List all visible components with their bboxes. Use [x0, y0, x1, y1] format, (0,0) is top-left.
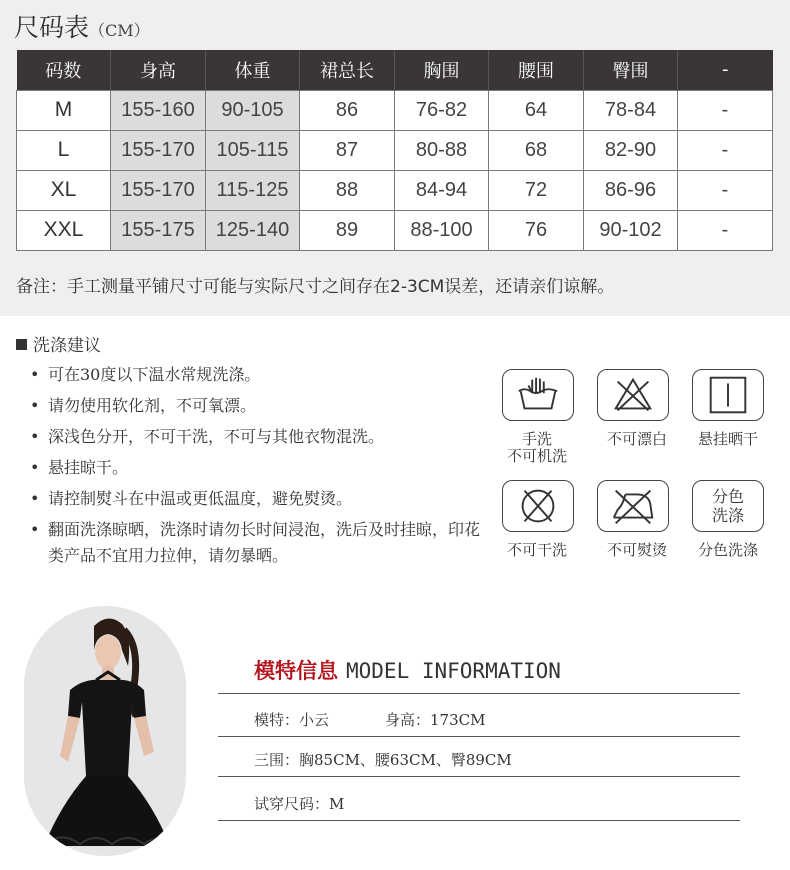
header-weight: 体重 — [206, 50, 300, 90]
cell-blank: - — [678, 90, 773, 130]
header-size: 码数 — [17, 50, 111, 90]
table-row — [17, 170, 773, 210]
cell-height: 155-160 — [111, 90, 206, 130]
hand-wash-label-line2: 不可机洗 — [506, 447, 567, 465]
cell-hip: 82-90 — [584, 130, 678, 170]
size-chart-unit: （CM） — [89, 21, 150, 40]
table-row — [17, 90, 773, 130]
cell-weight: 115-125 — [206, 170, 300, 210]
model-photo — [24, 606, 186, 856]
cell-blank: - — [678, 130, 773, 170]
square-bullet-icon — [16, 339, 27, 350]
divider — [218, 820, 740, 821]
model-name-height-row — [254, 709, 485, 730]
list-item: • 悬挂晾干。 — [30, 455, 480, 481]
cell-waist: 64 — [489, 90, 584, 130]
cell-weight: 125-140 — [206, 210, 300, 250]
cell-bust: 80-88 — [395, 130, 489, 170]
model-silhouette-image — [24, 606, 186, 856]
model-measurements: 三围：胸85CM、腰63CM、臀89CM — [254, 751, 512, 769]
header-hip: 臀围 — [584, 50, 678, 90]
model-info-title-cn: 模特信息 — [254, 659, 338, 683]
header-bust: 胸围 — [395, 50, 489, 90]
divider — [218, 736, 740, 737]
cell-height: 155-170 — [111, 170, 206, 210]
size-chart-note: 备注：手工测量平铺尺寸可能与实际尺寸之间存在2-3CM误差，还请亲们谅解。 — [16, 277, 615, 297]
hand-wash-label — [482, 431, 592, 465]
list-item: • 请勿使用软化剂，不可氧漂。 — [30, 393, 480, 419]
cell-bust: 88-100 — [395, 210, 489, 250]
model-info-title-en: MODEL INFORMATION — [346, 659, 561, 683]
washing-heading — [16, 331, 101, 356]
cell-dress-length: 88 — [300, 170, 395, 210]
size-chart-section — [0, 0, 790, 316]
model-trial-size: 试穿尺码：M — [254, 795, 345, 813]
header-height: 身高 — [111, 50, 206, 90]
header-dress-length: 裙总长 — [300, 50, 395, 90]
no-bleach-label: 不可漂白 — [606, 430, 667, 448]
cell-hip: 90-102 — [584, 210, 678, 250]
cell-bust: 76-82 — [395, 90, 489, 130]
cell-height: 155-175 — [111, 210, 206, 250]
divider — [218, 776, 740, 777]
model-name: 模特：小云 — [254, 711, 330, 729]
list-item: • 翻面洗涤晾晒，洗涤时请勿长时间浸泡，洗后及时挂晾，印花类产品不宜用力拉伸，请勿暴晒。 — [30, 517, 480, 569]
divider — [218, 693, 740, 694]
list-item: • 深浅色分开，不可干洗，不可与其他衣物混洗。 — [30, 424, 480, 450]
separate-wash-icon-text-2: 洗涤 — [711, 506, 744, 525]
hand-wash-label-line1: 手洗 — [521, 430, 552, 448]
hang-dry-icon — [692, 369, 764, 421]
header-blank: - — [678, 50, 773, 90]
cell-hip: 86-96 — [584, 170, 678, 210]
cell-dress-length: 86 — [300, 90, 395, 130]
cell-size: XL — [17, 170, 111, 210]
cell-size: L — [17, 130, 111, 170]
cell-weight: 105-115 — [206, 130, 300, 170]
cell-weight: 90-105 — [206, 90, 300, 130]
cell-bust: 84-94 — [395, 170, 489, 210]
washing-list — [30, 362, 480, 574]
no-bleach-icon — [597, 369, 669, 421]
cell-dress-length: 87 — [300, 130, 395, 170]
model-info-title — [254, 655, 561, 685]
cell-size: XXL — [17, 210, 111, 250]
no-dry-clean-icon — [502, 480, 574, 532]
cell-size: M — [17, 90, 111, 130]
hand-wash-icon — [502, 369, 574, 421]
cell-height: 155-170 — [111, 130, 206, 170]
cell-hip: 78-84 — [584, 90, 678, 130]
washing-heading-text: 洗涤建议 — [33, 336, 101, 356]
size-table-header-row — [17, 50, 773, 90]
header-waist: 腰围 — [489, 50, 584, 90]
separate-wash-icon — [692, 480, 764, 532]
separate-wash-icon-text-1: 分色 — [711, 487, 744, 506]
hang-dry-label: 悬挂晒干 — [697, 430, 758, 448]
cell-blank: - — [678, 170, 773, 210]
cell-waist: 68 — [489, 130, 584, 170]
cell-waist: 72 — [489, 170, 584, 210]
list-item: • 可在30度以下温水常规洗涤。 — [30, 362, 480, 388]
cell-dress-length: 89 — [300, 210, 395, 250]
table-row — [17, 130, 773, 170]
size-chart-title — [14, 8, 150, 44]
no-iron-icon — [597, 480, 669, 532]
model-height: 身高：173CM — [385, 711, 486, 729]
no-iron-label: 不可熨烫 — [606, 541, 667, 559]
list-item: • 请控制熨斗在中温或更低温度，避免熨烫。 — [30, 486, 480, 512]
no-dry-clean-label: 不可干洗 — [506, 541, 567, 559]
table-row — [17, 210, 773, 250]
size-table — [16, 50, 773, 251]
separate-wash-label: 分色洗涤 — [697, 541, 758, 559]
size-chart-title-text: 尺码表 — [14, 13, 90, 42]
cell-blank: - — [678, 210, 773, 250]
cell-waist: 76 — [489, 210, 584, 250]
